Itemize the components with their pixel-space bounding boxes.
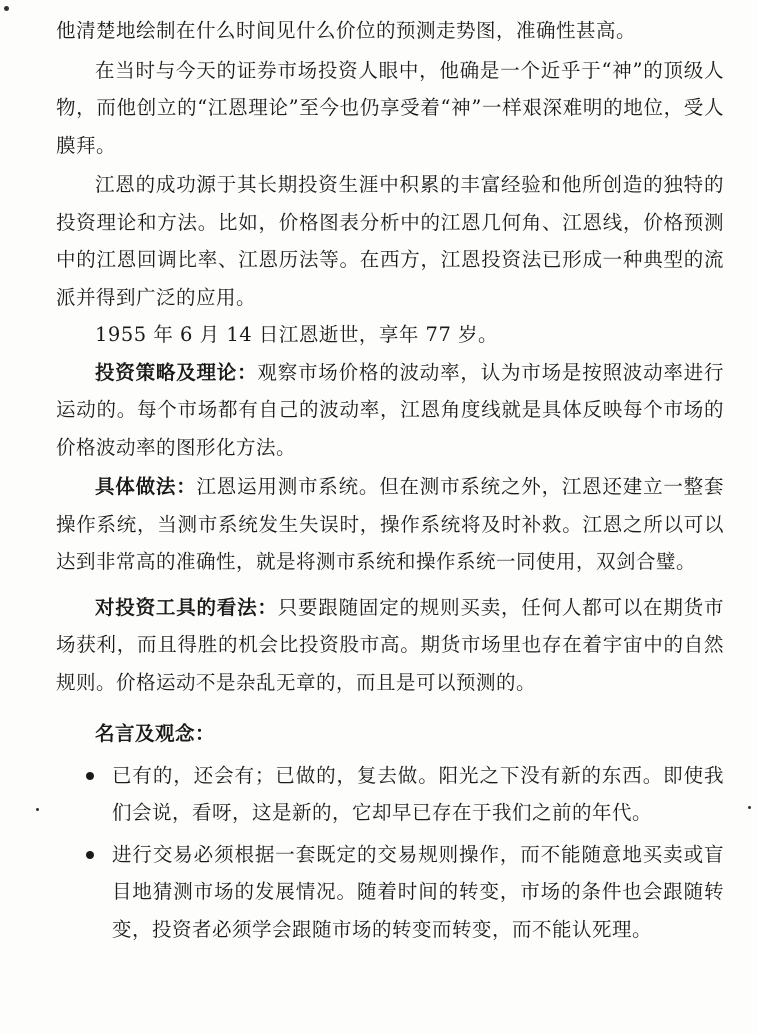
- scan-speck: [748, 806, 751, 809]
- paragraph-text: 在当时与今天的证券市场投资人眼中，他确是一个近乎于“神”的顶级人物，而他创立的“江恩理论”至今也仍享受着“神”一样艰深难明的地位，受人膜拜。: [56, 58, 724, 157]
- paragraph-text: 江恩的成功源于其长期投资生涯中积累的丰富经验和他所创造的独特的投资理论和方法。比如，价格图表分析中的江恩几何角、江恩线，价格预测中的江恩回调比率、江恩历法等。在西方，江恩投资法已形成一种典型的流派并得到广泛的应用。: [56, 173, 724, 309]
- bullet-icon: [86, 851, 94, 859]
- scan-speck: [36, 808, 39, 811]
- paragraph: [56, 12, 724, 50]
- paragraph-text: 观察市场价格的波动率，认为市场是按照波动率进行运动的。每个市场都有自己的波动率，江恩角度线就是具体反映每个市场的价格波动率的图形化方法。: [56, 360, 724, 459]
- scan-speck: [4, 6, 9, 11]
- quote-text: 已有的，还会有；已做的，复去做。阳光之下没有新的东西。即使我们会说，看呀，这是新的，它却早已存在于我们之前的年代。: [112, 763, 724, 824]
- paragraph-method: [56, 468, 724, 581]
- paragraph-text: 他清楚地绘制在什么时间见什么价位的预测走势图，准确性甚高。: [56, 19, 637, 42]
- bullet-icon: [86, 772, 94, 780]
- quote-item: [56, 757, 724, 832]
- paragraph-text: 1955 年 6 月 14 日江恩逝世，享年 77 岁。: [95, 323, 499, 346]
- paragraph: [56, 52, 724, 165]
- paragraph-lead: 具体做法：: [95, 475, 197, 498]
- paragraph-lead: 对投资工具的看法：: [95, 595, 278, 619]
- paragraph-text: 江恩运用测市系统。但在测市系统之外，江恩还建立一整套操作系统，当测市系统发生失误时，操作系统将及时补救。江恩之所以可以达到非常高的准确性，就是将测市系统和操作系统一同使用，双剑合璧。: [56, 475, 724, 573]
- paragraph-text: 只要跟随固定的规则买卖，任何人都可以在期货市场获利，而且得胜的机会比投资股市高。期货市场里也存在着宇宙中的自然规则。价格运动不是杂乱无章的，而且是可以预测的。: [56, 595, 724, 694]
- quote-text: 进行交易必须根据一套既定的交易规则操作，而不能随意地买卖或盲目地猜测市场的发展情况。随着时间的转变，市场的条件也会跟随转变，投资者必须学会跟随市场的转变而转变，而不能认死理。: [112, 842, 724, 941]
- paragraph-strategy: [56, 354, 724, 467]
- paragraph-tools-view: [56, 589, 724, 702]
- quote-list: [56, 757, 724, 949]
- quote-item: [56, 836, 724, 949]
- paragraph-lead: 投资策略及理论：: [95, 360, 258, 384]
- section-title-quotes: 名言及观念：: [95, 722, 216, 745]
- paragraph: [56, 316, 724, 354]
- paragraph: [56, 166, 724, 316]
